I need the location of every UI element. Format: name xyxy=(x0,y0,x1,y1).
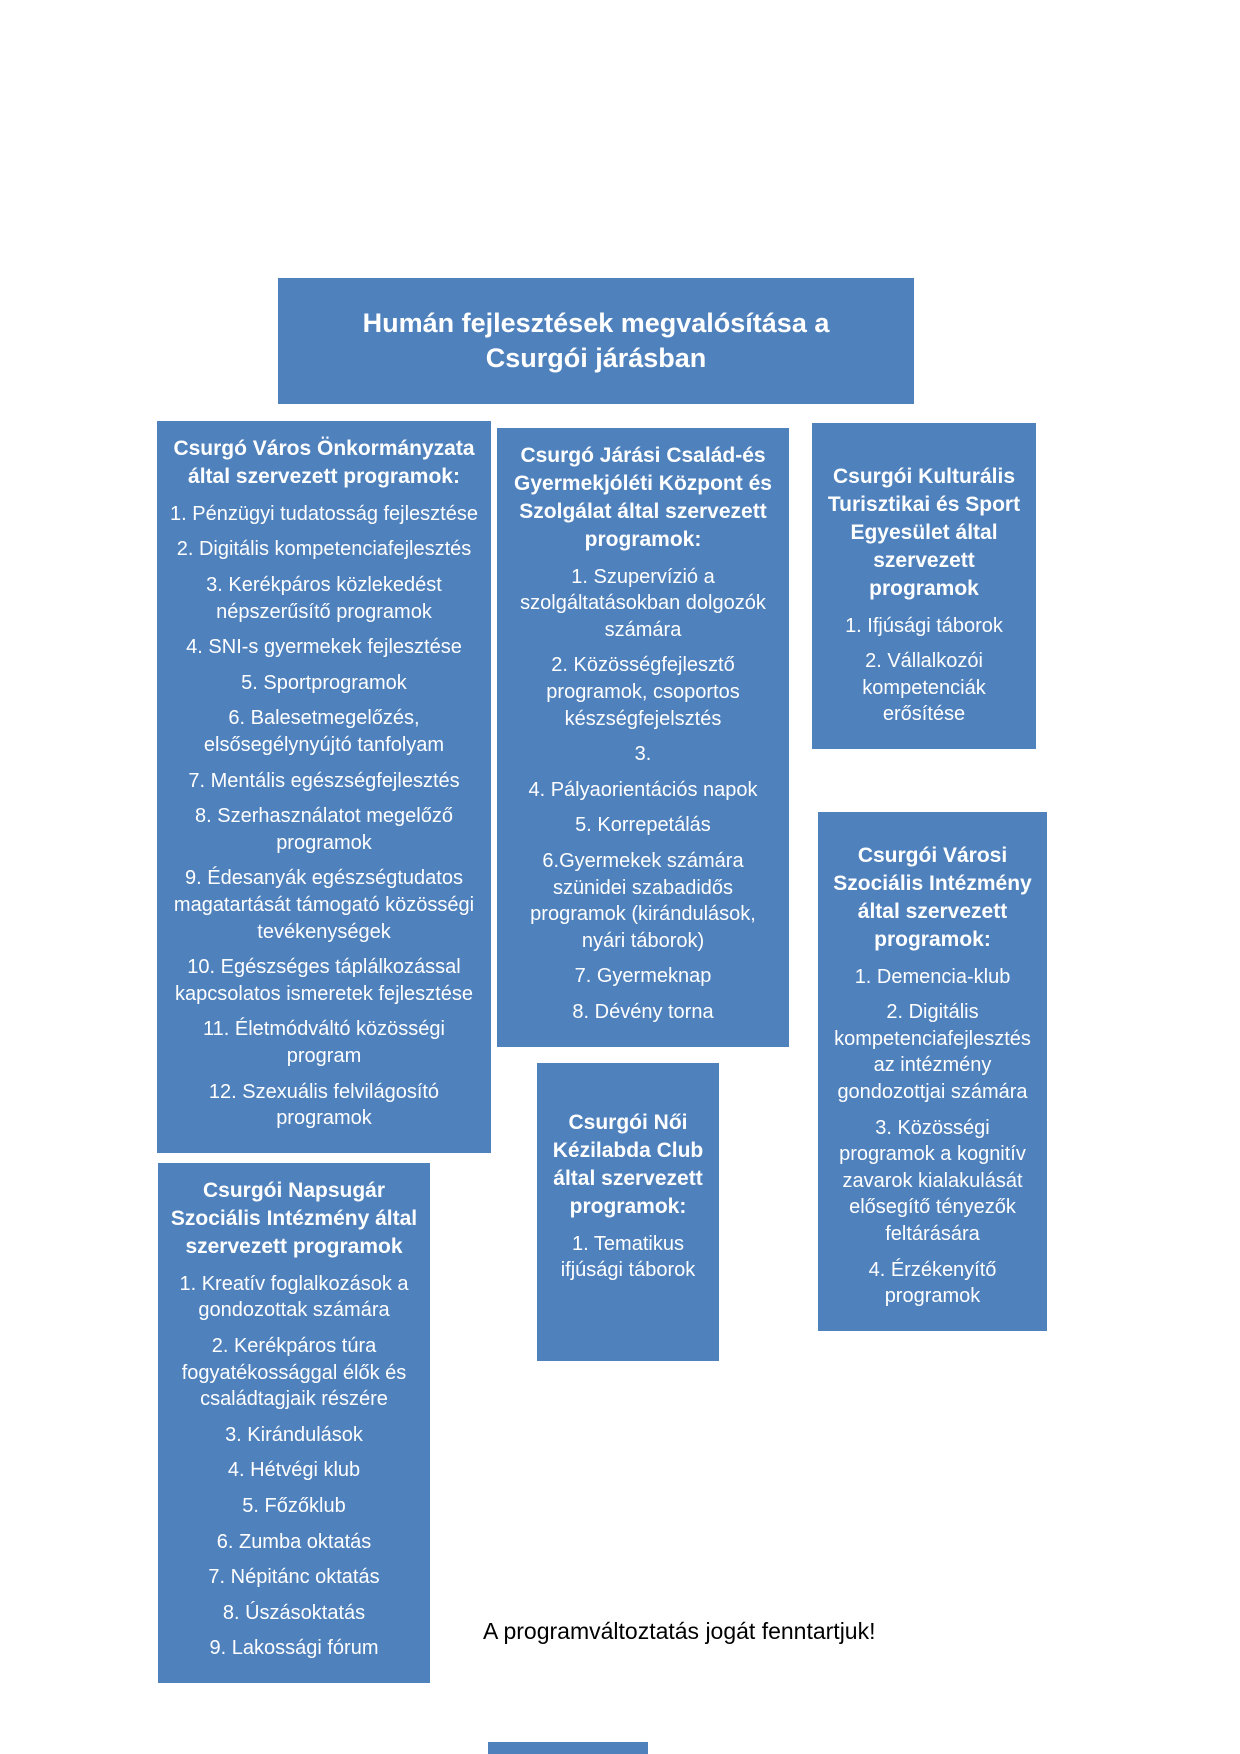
program-item: 5. Korrepetálás xyxy=(575,814,711,837)
program-item: 6. Zumba oktatás xyxy=(216,1530,372,1553)
program-box-kezilabda xyxy=(537,1063,719,1361)
program-item: 2. Digitális kompetenciafejlesztés az intézmény gondozottjai számára xyxy=(834,1001,1031,1104)
program-box-onkormanyzat xyxy=(157,421,491,1153)
program-item: 8. Úszásoktatás xyxy=(222,1601,366,1624)
program-box-varosi xyxy=(818,812,1047,1331)
box-header: Csurgói Kulturális Turisztikai és Sport Egyesület által szervezett programok xyxy=(827,465,1021,600)
program-box-csalad xyxy=(497,428,789,1047)
program-item: 4. Pályaorientációs napok xyxy=(528,778,758,801)
program-item: 8. Dévény torna xyxy=(572,1001,714,1023)
program-item: 4. Érzékenyítő programok xyxy=(868,1258,997,1308)
program-box-napsugar xyxy=(158,1163,430,1683)
program-item: 2. Közösségfejlesztő programok, csoportos készségfejelsztés xyxy=(546,654,740,730)
program-item: 5. Sportprogramok xyxy=(241,671,407,694)
program-item: 3. Kerékpáros közlekedést népszerűsítő programok xyxy=(206,574,442,623)
program-item: 1. Tematikus ifjúsági táborok xyxy=(560,1232,696,1282)
program-item: 7. Népitánc oktatás xyxy=(208,1566,380,1589)
program-item: 3. Közösségi programok a kognitív zavarok kialakulását elősegítő tényezők feltárására xyxy=(839,1116,1026,1246)
program-item: 11. Életmódváltó közösségi program xyxy=(203,1018,445,1067)
box-header: Csurgói Napsugár Szociális Intézmény által szervezett programok xyxy=(170,1179,418,1258)
program-item: 3. Kirándulások xyxy=(225,1423,363,1446)
program-item: 6.Gyermekek számára szünidei szabadidős programok (kirándulások, nyári táborok) xyxy=(530,850,756,952)
program-item: 4. SNI-s gyermekek fejlesztése xyxy=(186,636,462,659)
box-header: Csurgó Járási Család-és Gyermekjóléti Központ és Szolgálat által szervezett programok: xyxy=(514,444,772,551)
program-item: 6. Balesetmegelőzés, elsősegélynyújtó tanfolyam xyxy=(203,707,445,756)
program-item: 5. Főzőklub xyxy=(242,1494,346,1517)
program-item: 1. Pénzügyi tudatosság fejlesztése xyxy=(170,502,478,525)
cutoff-box-strip xyxy=(488,1742,648,1754)
program-item: 1. Szupervízió a szolgáltatásokban dolgozók számára xyxy=(520,565,766,641)
program-item: 9. Lakossági fórum xyxy=(209,1637,379,1660)
program-item: 3. xyxy=(634,743,652,766)
page-title xyxy=(278,278,914,404)
program-item: 10. Egészséges táplálkozással kapcsolatos ismeretek fejlesztése xyxy=(175,956,473,1005)
program-item: 7. Mentális egészségfejlesztés xyxy=(188,769,460,792)
page-title-text: Humán fejlesztések megvalósítása a Csurgói járásban xyxy=(362,307,830,373)
program-item: 4. Hétvégi klub xyxy=(227,1459,361,1482)
program-item: 7. Gyermeknap xyxy=(574,965,712,988)
program-item: 1. Kreatív foglalkozások a gondozottak számára xyxy=(179,1272,409,1322)
program-item: 2. Digitális kompetenciafejlesztés xyxy=(176,538,472,561)
program-item: 12. Szexuális felvilágosító programok xyxy=(208,1080,440,1130)
footer-note: A programváltoztatás jogát fenntartjuk! xyxy=(483,1618,876,1644)
program-item: 8. Szerhasználatot megelőző programok xyxy=(195,805,453,854)
box-header: Csurgói Városi Szociális Intézmény által szervezett programok: xyxy=(833,844,1032,951)
program-item: 1. Ifjúsági táborok xyxy=(845,614,1003,637)
program-item: 2. Kerékpáros túra fogyatékossággal élők és családtagjaik részére xyxy=(181,1334,407,1411)
program-item: 2. Vállalkozói kompetenciák erősítése xyxy=(862,650,986,726)
program-item: 1. Demencia-klub xyxy=(854,965,1011,988)
program-box-kulturalis xyxy=(812,423,1036,749)
box-header: Csurgói Női Kézilabda Club által szervezett programok: xyxy=(552,1111,704,1218)
program-item: 9. Édesanyák egészségtudatos magatartását támogató közösségi tevékenységek xyxy=(173,867,475,943)
box-header: Csurgó Város Önkormányzata által szervezett programok: xyxy=(173,437,475,488)
